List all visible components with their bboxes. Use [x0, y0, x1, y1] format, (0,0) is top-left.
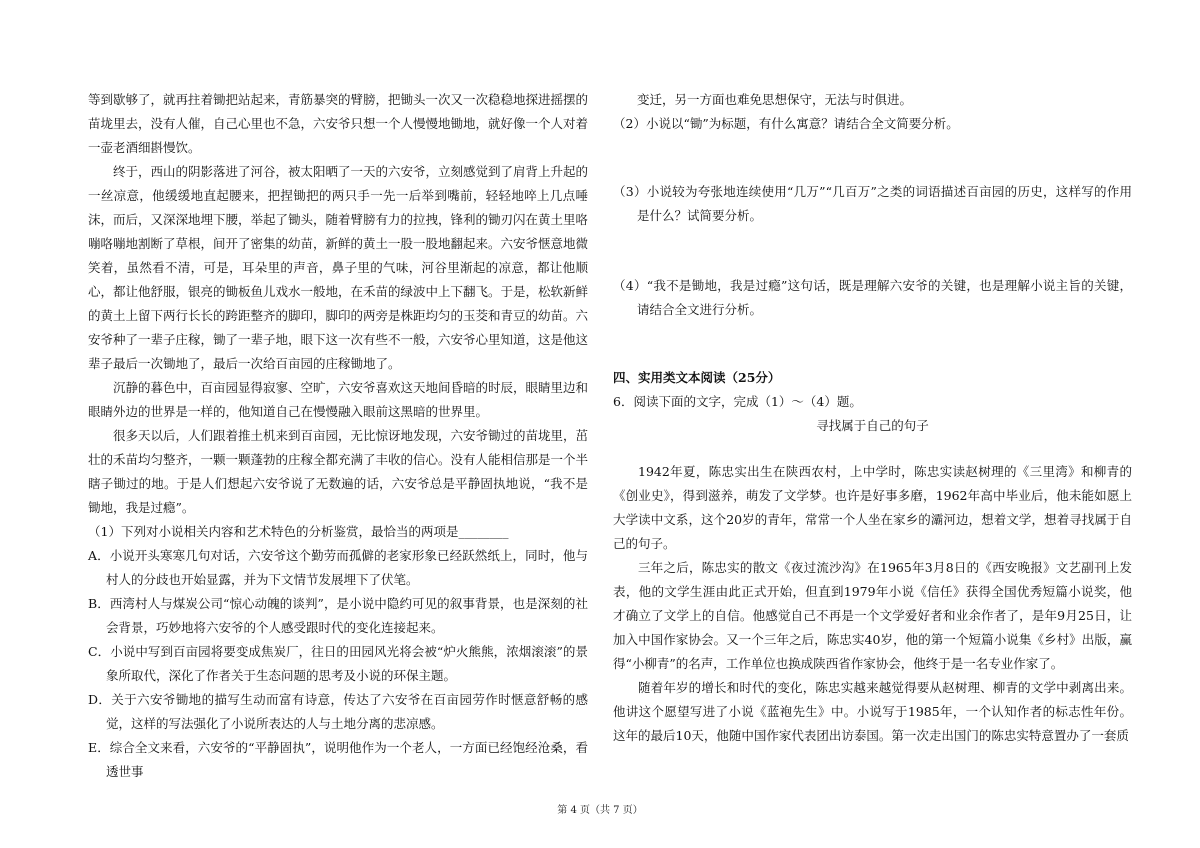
option-e: E．综合全文来看，六安爷的“平静固执”，说明他作为一个老人，一方面已经饱经沧桑，看透世事 — [88, 740, 588, 779]
article-paragraph-2: 三年之后，陈忠实的散文《夜过流沙沟》在1965年3月8日的《西安晚报》文艺副刊上发表，他的文学生涯由此正式开始，但直到1979年小说《信任》获得全国优秀短篇小说奖，他才确立了文学上的自信。他感觉自己不再是一个文学爱好者和业余作者了，是年9月25日，让加入中国作家协会。又一个三年之后，陈忠实40岁，他的第一个短篇小说集《乡村》出版，赢得“小柳青”的名声，工作单位也换成陕西省作家协会，他终于是一名专业作家了。 — [613, 560, 1132, 671]
right-column — [613, 88, 1132, 748]
article-paragraph-3: 随着年岁的增长和时代的变化，陈忠实越来越觉得要从赵树理、柳青的文学中剥离出来。他讲这个愿望写进了小说《蓝袍先生》中。小说写于1985年，一个认知作者的标志性年份。这年的最后10天，他随中国作家代表团出访泰国。第一次走出国门的陈忠实特意置办了一套质 — [613, 680, 1132, 743]
left-paragraph-4: 很多天以后，人们跟着推土机来到百亩园，无比惊讶地发现，六安爷锄过的苗垅里，茁壮的禾苗均匀整齐，一颗一颗蓬勃的庄稼全都充满了丰收的信心。没有人能相信那是一个半瞎子锄过的地。于是人们想起六安爷说了无数遍的话，六安爷总是平静固执地说，“我不是锄地，我是过瘾”。 — [88, 428, 589, 515]
section-title: 四、实用类文本阅读（25分） — [613, 370, 781, 385]
question-2: （2）小说以“锄”为标题，有什么寓意？请结合全文简要分析。 — [613, 116, 959, 131]
option-b: B．西湾村人与煤炭公司“惊心动魄的谈判”，是小说中隐约可见的叙事背景，也是深刻的社会背景，巧妙地将六安爷的个人感受跟时代的变化连接起来。 — [88, 596, 588, 635]
question-1: （1）下列对小说相关内容和艺术特色的分析鉴赏，最恰当的两项是________ — [88, 524, 509, 539]
option-d: D．关于六安爷锄地的描写生动而富有诗意，传达了六安爷在百亩园劳作时惬意舒畅的感觉，这样的写法强化了小说所表达的人与土地分离的悲凉感。 — [88, 692, 588, 731]
page-footer: 第 4 页（共 7 页） — [557, 805, 643, 816]
left-paragraph-1: 等到歇够了，就再拄着锄把站起来，青筋暴突的臂膀，把锄头一次又一次稳稳地探进摇摆的苗垅里去，没有人催，自己心里也不急，六安爷只想一个人慢慢地锄地，就好像一个人对着一壶老酒细斟慢饮。 — [88, 92, 589, 155]
option-a: A．小说开头寒寒几句对话，六安爷这个勤劳而孤僻的老家形象已经跃然纸上，同时，他与村人的分歧也开始显露，并为下文情节发展埋下了伏笔。 — [88, 548, 588, 587]
option-e-continuation: 变迁，另一方面也难免思想保守，无法与时俱进。 — [637, 92, 913, 107]
reading-instruction: 6．阅读下面的文字，完成（1）～（4）题。 — [613, 394, 862, 409]
article-title: 寻找属于自己的句子 — [816, 418, 929, 433]
left-column — [88, 88, 588, 784]
left-paragraph-3: 沉静的暮色中，百亩园显得寂寥、空旷，六安爷喜欢这天地间昏暗的时辰，眼睛里边和眼睛外边的世界是一样的，他知道自己在慢慢融入眼前这黑暗的世界里。 — [88, 380, 589, 419]
left-paragraph-2: 终于，西山的阴影落进了河谷，被太阳晒了一天的六安爷，立刻感觉到了肩背上升起的一丝凉意，他缓缓地直起腰来，把捏锄把的两只手一先一后举到嘴前，轻轻地啐上几点唾沫，而后，又深深地埋下腰，举起了锄头，随着臂膀有力的拉拽，锋利的锄刃闪在黄土里咯嘣咯嘣地割断了草根，间开了密集的幼苗，新鲜的黄土一股一股地翻起来。六安爷惬意地微笑着，虽然看不清，可是，耳朵里的声音，鼻子里的气味，河谷里渐起的凉意，都让他顺心，都让他舒服，银亮的锄板鱼儿戏水一般地，在禾苗的绿波中上下翻飞。于是，松软新鲜的黄土上留下两行长长的跨距整齐的脚印，脚印的两旁是株距均匀的玉茭和青豆的幼苗。六安爷种了一辈子庄稼，锄了一辈子地，眼下这一次有些不一般，六安爷心里知道，这是他这辈子最后一次锄地了，最后一次给百亩园的庄稼锄地了。 — [88, 164, 589, 371]
option-c: C．小说中写到百亩园将要变成焦炭厂，往日的田园风光将会被“炉火熊熊，浓烟滚滚”的景象所取代，深化了作者关于生态问题的思考及小说的环保主题。 — [88, 644, 588, 683]
question-3: （3）小说较为夸张地连续使用“几万”“几百万”之类的词语描述百亩园的历史，这样写的作用是什么？试简要分析。 — [613, 184, 1132, 223]
article-paragraph-1: 1942年夏，陈忠实出生在陕西农村，上中学时，陈忠实读赵树理的《三里湾》和柳青的《创业史》，得到滋养，萌发了文学梦。也许是好事多磨，1962年高中毕业后，他未能如愿上大学读中文系，这个20岁的青年，常常一个人坐在家乡的灞河边，想着文学，想着寻找属于自己的句子。 — [613, 464, 1132, 551]
question-4: （4）“我不是锄地，我是过瘾”这句话，既是理解六安爷的关键，也是理解小说主旨的关键，请结合全文进行分析。 — [613, 278, 1132, 317]
